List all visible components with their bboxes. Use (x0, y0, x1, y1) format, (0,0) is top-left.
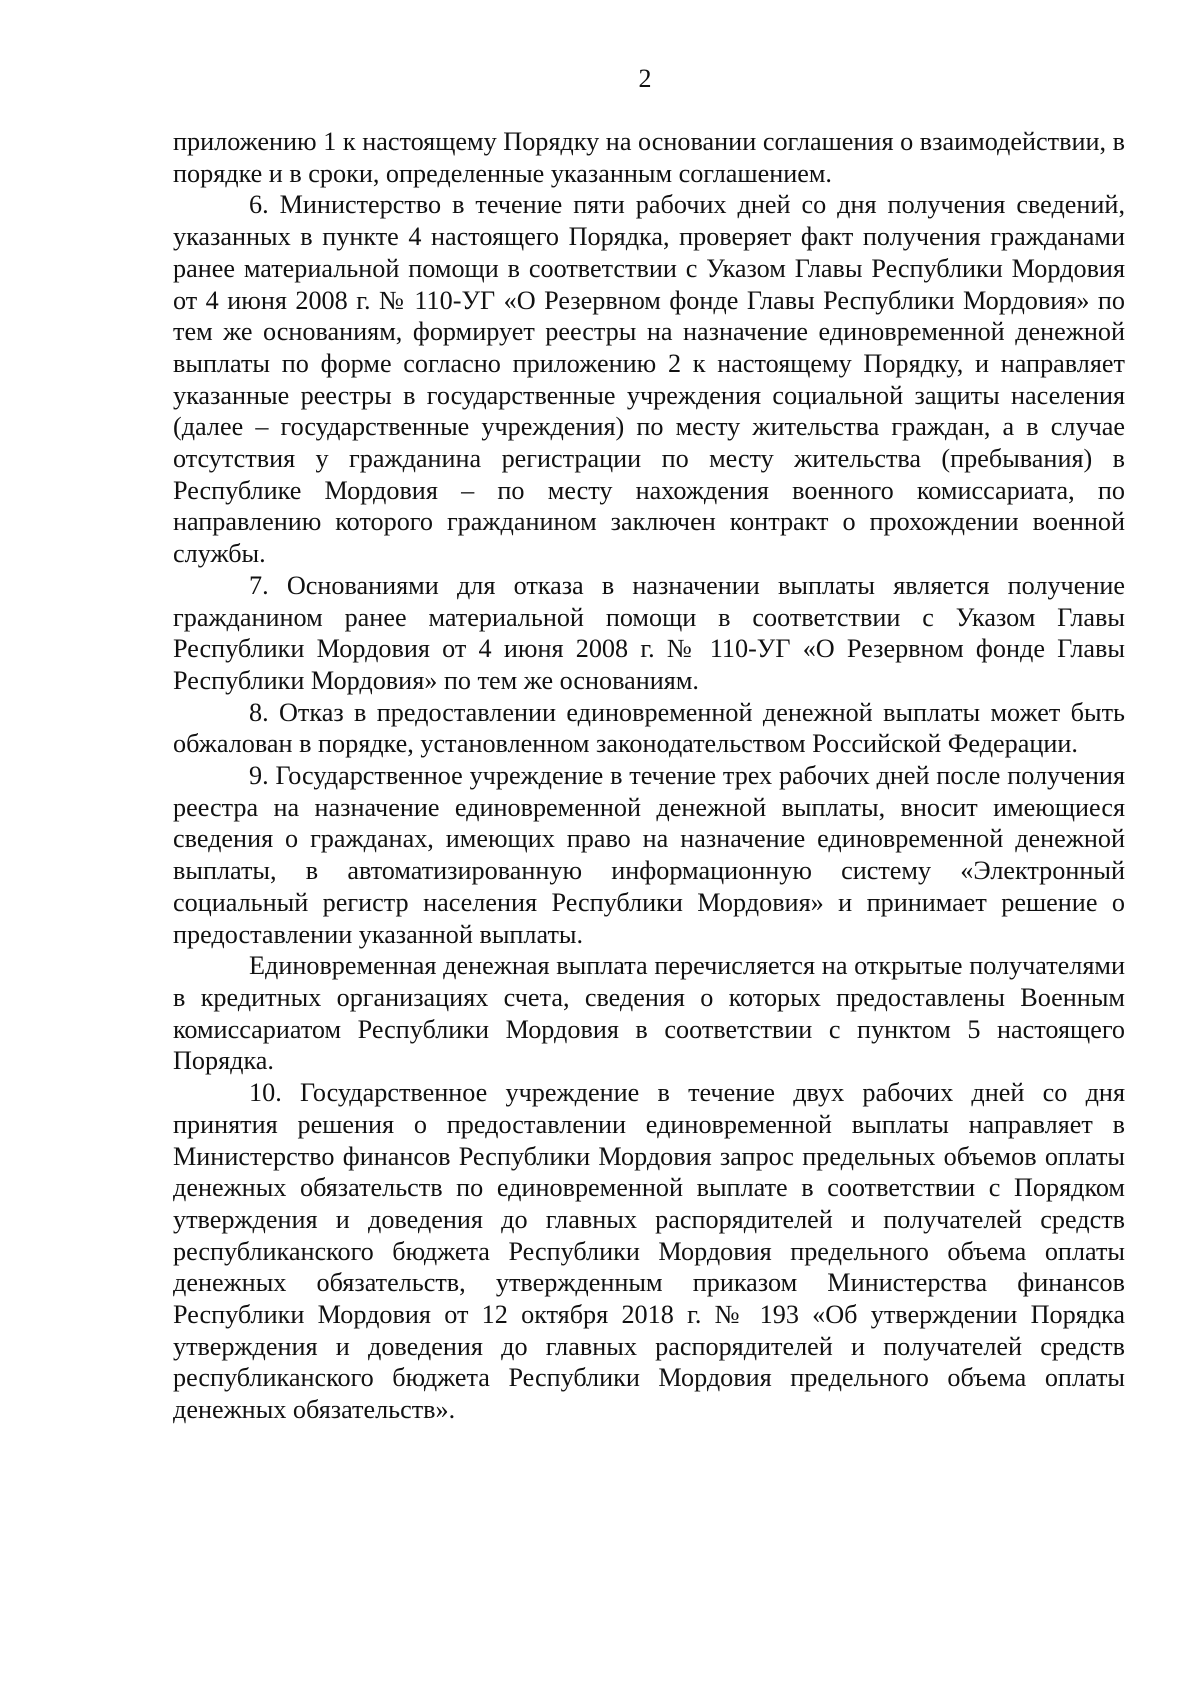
paragraph-item-8: 8. Отказ в предоставлении единовременной денежной выплаты может быть обжалован в порядке, установленном законодательством Российской Федерации. (173, 697, 1125, 759)
paragraph-continuation: приложению 1 к настоящему Порядку на основании соглашения о взаимодействии, в порядке и в сроки, определенные указанным соглашением. (173, 127, 1125, 188)
document-body (173, 126, 1125, 1426)
paragraph-payment-transfer: Единовременная денежная выплата перечисляется на открытые получателями в кредитных организациях счета, сведения о которых предоставлены Военным комиссариатом Республики Мордовия в соответствии с пунктом 5 настоящего Порядка. (173, 951, 1125, 1076)
paragraph-item-7: 7. Основаниями для отказа в назначении выплаты является получение гражданином ранее материальной помощи в соответствии с Указом Главы Республики Мордовия от 4 июня 2008 г. № 110-УГ «О Резервном фонде Главы Республики Мордовия» по тем же основаниям. (173, 570, 1125, 695)
paragraph-item-10: 10. Государственное учреждение в течение двух рабочих дней со дня принятия решения о предоставлении единовременной выплаты направляет в Министерство финансов Республики Мордовия запрос предельных объемов оплаты денежных обязательств по единовременной выплате в соответствии с Порядком утверждения и доведения до главных распорядителей и получателей средств республиканского бюджета Республики Мордовия предельного объема оплаты денежных обязательств, утвержденным приказом Министерства финансов Республики Мордовия от 12 октября 2018 г. № 193 «Об утверждении Порядка утверждения и доведения до главных распорядителей и получателей средств республиканского бюджета Республики Мордовия предельного объема оплаты денежных обязательств». (173, 1078, 1125, 1425)
paragraph-item-9: 9. Государственное учреждение в течение трех рабочих дней после получения реестра на назначение единовременной денежной выплаты, вносит имеющиеся сведения о гражданах, имеющих право на назначение единовременной денежной выплаты, в автоматизированную информационную систему «Электронный социальный регистр населения Республики Мордовия» и принимает решение о предоставлении указанной выплаты. (173, 761, 1125, 949)
page-number: 2 (638, 64, 652, 93)
paragraph-item-6: 6. Министерство в течение пяти рабочих дней со дня получения сведений, указанных в пункте 4 настоящего Порядка, проверяет факт получения гражданами ранее материальной помощи в соответствии с Указом Главы Республики Мордовия от 4 июня 2008 г. № 110-УГ «О Резервном фонде Главы Республики Мордовия» по тем же основаниям, формирует реестры на назначение единовременной денежной выплаты по форме согласно приложению 2 к настоящему Порядку, и направляет указанные реестры в государственные учреждения социальной защиты населения (далее – государственные учреждения) по месту жительства граждан, а в случае отсутствия у гражданина регистрации по месту жительства (пребывания) в Республике Мордовия – по месту нахождения военного комиссариата, по направлению которого гражданином заключен контракт о прохождении военной службы. (173, 190, 1125, 569)
